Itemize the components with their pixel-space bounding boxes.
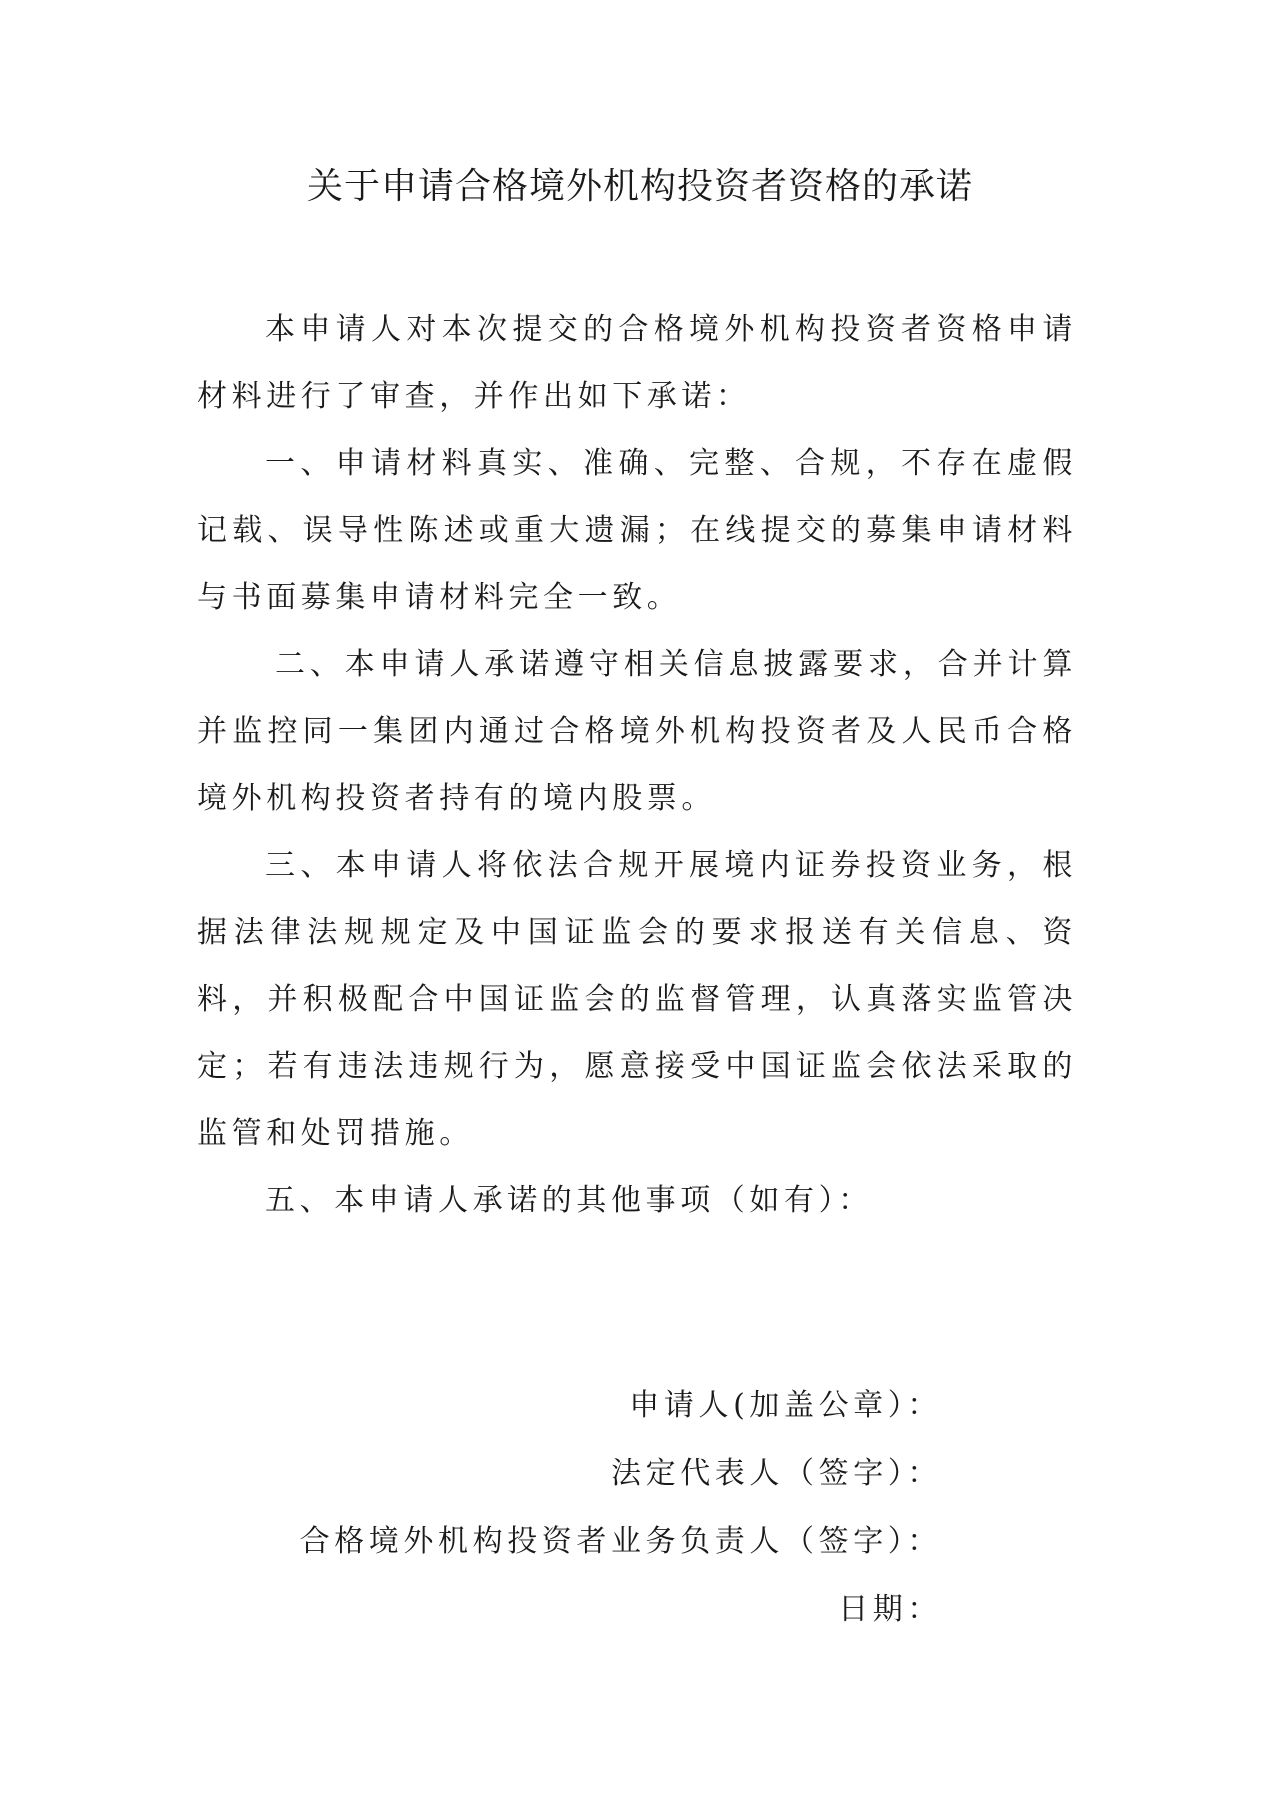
legal-representative-line: 法定代表人（签字）： xyxy=(611,1456,942,1491)
document-body xyxy=(197,296,1077,1234)
signature-block xyxy=(182,1372,942,1644)
commitment-item-3: 三、本申请人将依法合规开展境内证券投资业务，根据法律法规规定及中国证监会的要求报送有关信息、资料，并积极配合中国证监会的监督管理，认真落实监管决定；若有违法违规行为，愿意接受中国证监会依法采取的监管和处罚措施。 xyxy=(197,848,1077,1151)
applicant-seal-line: 申请人(加盖公章）： xyxy=(629,1388,942,1423)
document-title: 关于申请合格境外机构投资者资格的承诺 xyxy=(306,166,973,207)
commitment-item-1: 一、申请材料真实、准确、完整、合规，不存在虚假记载、误导性陈述或重大遗漏；在线提交的募集申请材料与书面募集申请材料完全一致。 xyxy=(197,446,1077,615)
date-line: 日期： xyxy=(838,1592,942,1627)
commitment-item-5: 五、本申请人承诺的其他事项（如有）： xyxy=(265,1183,873,1218)
business-head-line: 合格境外机构投资者业务负责人（签字）： xyxy=(299,1524,942,1559)
commitment-item-2: 二、本申请人承诺遵守相关信息披露要求，合并计算并监控同一集团内通过合格境外机构投资者及人民币合格境外机构投资者持有的境内股票。 xyxy=(197,647,1077,816)
intro-paragraph: 本申请人对本次提交的合格境外机构投资者资格申请材料进行了审查，并作出如下承诺： xyxy=(197,312,1077,414)
